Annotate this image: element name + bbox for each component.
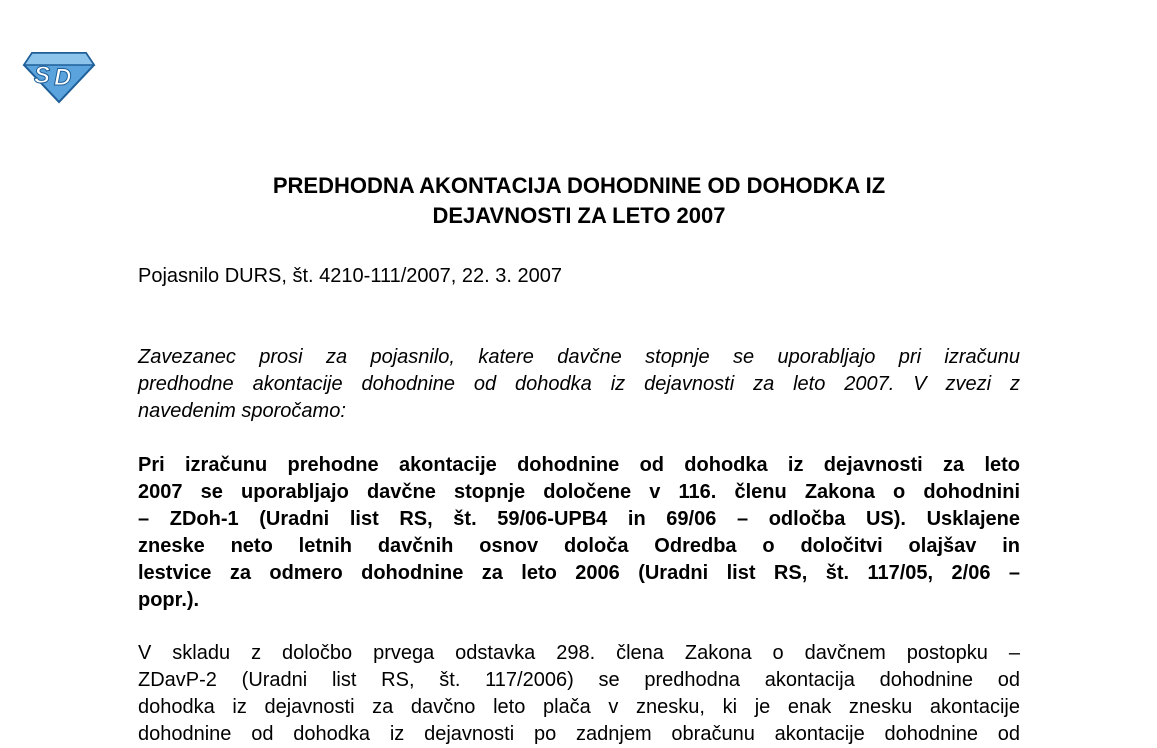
document-title: [138, 171, 1020, 231]
text-line: zneske neto letnih davčnih osnov določa Odredba o določitvi olajšav in: [138, 535, 1020, 557]
svg-text:S: S: [34, 62, 51, 89]
title-line: DEJAVNOSTI ZA LETO 2007: [432, 203, 726, 228]
text-line: V skladu z določbo prvega odstavka 298. člena Zakona o davčnem postopku –: [138, 642, 1020, 664]
text-line: popr.).: [138, 589, 200, 611]
text-line: ZDavP-2 (Uradni list RS, št. 117/2006) se predhodna akontacija dohodnine od: [138, 669, 1020, 691]
text-line: dohodka iz dejavnosti za davčno leto plača v znesku, ki je enak znesku akontacije: [138, 696, 1020, 718]
text-line: predhodne akontacije dohodnine od dohodka iz dejavnosti za leto 2007. V zvezi z: [138, 373, 1020, 395]
text-line: dohodnine od dohodka iz dejavnosti po zadnjem obračunu akontacije dohodnine od: [138, 723, 1020, 745]
text-line: lestvice za odmero dohodnine za leto 2006 (Uradni list RS, št. 117/05, 2/06 –: [138, 562, 1020, 584]
svg-text:D: D: [54, 64, 72, 91]
text-line: – ZDoh-1 (Uradni list RS, št. 59/06-UPB4 in 69/06 – odločba US). Usklajene: [138, 508, 1020, 530]
text-line: Pri izračunu prehodne akontacije dohodnine od dohodka iz dejavnosti za leto: [138, 454, 1020, 476]
question-paragraph: [138, 344, 1020, 425]
answer-paragraph: [138, 452, 1020, 614]
text-line: 2007 se uporabljajo davčne stopnje določene v 116. členu Zakona o dohodnini: [138, 481, 1020, 503]
text-line: Zavezanec prosi za pojasnilo, katere davčne stopnje se uporabljajo pri izračunu: [138, 346, 1020, 368]
title-line: PREDHODNA AKONTACIJA DOHODNINE OD DOHODKA IZ: [272, 173, 886, 198]
body-paragraph: [138, 640, 1020, 748]
document-reference: Pojasnilo DURS, št. 4210-111/2007, 22. 3. 2007: [138, 265, 562, 287]
text-line: navedenim sporočamo:: [138, 400, 346, 422]
sd-shield-logo-icon: [22, 50, 96, 104]
